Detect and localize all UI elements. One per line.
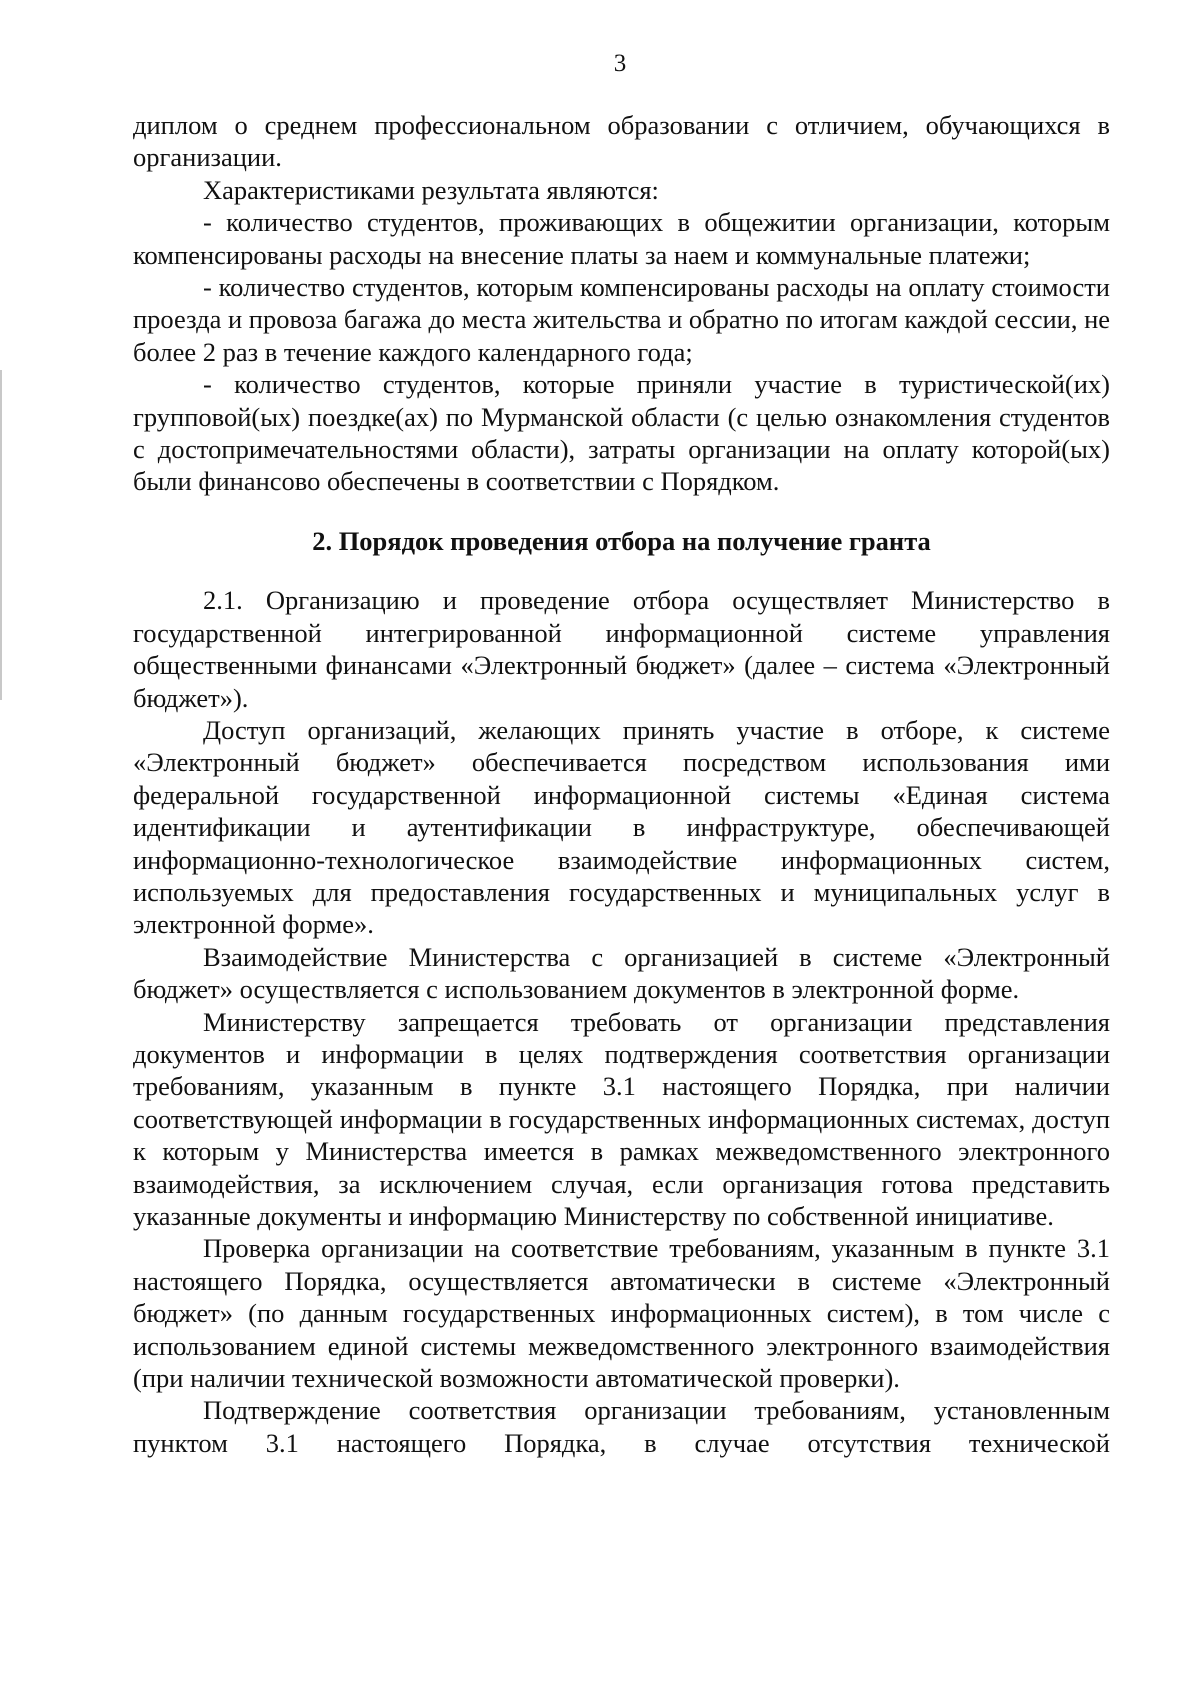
section-paragraph: 2.1. Организацию и проведение отбора осуществляет Министерство в государственной интегрированной информационной системе управления общественными финансами «Электронный бюджет» (далее – система «Электронный бюджет»). xyxy=(133,585,1110,713)
result-item: - количество студентов, проживающих в общежитии организации, которым компенсированы расходы на внесение платы за наем и коммунальные платежи; xyxy=(133,207,1110,270)
section-paragraph: Доступ организаций, желающих принять участие в отборе, к системе «Электронный бюджет» обеспечивается посредством использования ими федеральной государственной информационной системы «Единая система идентификации и аутентификации в инфраструктуре, обеспечивающей информационно-технологическое взаимодействие информационных систем, используемых для предоставления государственных и муниципальных услуг в электронной форме». xyxy=(133,714,1110,940)
results-intro-paragraph: Характеристиками результата являются: xyxy=(203,174,659,205)
section-paragraph: Проверка организации на соответствие требованиям, указанным в пункте 3.1 настоящего Порядка, осуществляется автоматически в системе «Электронный бюджет» (по данным государственных информационных систем), в том числе с использованием единой системы межведомственного электронного взаимодействия (при наличии технической возможности автоматической проверки). xyxy=(133,1233,1110,1394)
section-heading: 2. Порядок проведения отбора на получение гранта xyxy=(312,525,931,556)
intro-continuation-paragraph: диплом о среднем профессиональном образовании с отличием, обучающихся в организации. xyxy=(133,110,1110,173)
scan-edge-mark xyxy=(0,370,2,700)
section-paragraph: Взаимодействие Министерства с организацией в системе «Электронный бюджет» осуществляется с использованием документов в электронной форме. xyxy=(133,941,1110,1005)
result-item: - количество студентов, которые приняли участие в туристической(их) групповой(ых) поездке(ах) по Мурманской области (с целью ознакомления студентов с достопримечательностями области), затраты организации на оплату которой(ых) были финансово обеспечены в соответствии с Порядком. xyxy=(133,369,1110,497)
section-paragraph: Министерству запрещается требовать от организации представления документов и информации в целях подтверждения соответствия организации требованиям, указанным в пункте 3.1 настоящего Порядка, при наличии соответствующей информации в государственных информационных системах, доступ к которым у Министерства имеется в рамках межведомственного электронного взаимодействия, за исключением случая, если организация готова представить указанные документы и информацию Министерству по собственной инициативе. xyxy=(133,1006,1110,1231)
result-item: - количество студентов, которым компенсированы расходы на оплату стоимости проезда и провоза багажа до места жительства и обратно по итогам каждой сессии, не более 2 раз в течение каждого календарного года; xyxy=(133,272,1111,367)
section-paragraph: Подтверждение соответствия организации требованиям, установленным пунктом 3.1 настоящего Порядка, в случае отсутствия технической xyxy=(133,1395,1110,1458)
document-body xyxy=(133,109,1110,1459)
page-number: 3 xyxy=(613,50,627,77)
